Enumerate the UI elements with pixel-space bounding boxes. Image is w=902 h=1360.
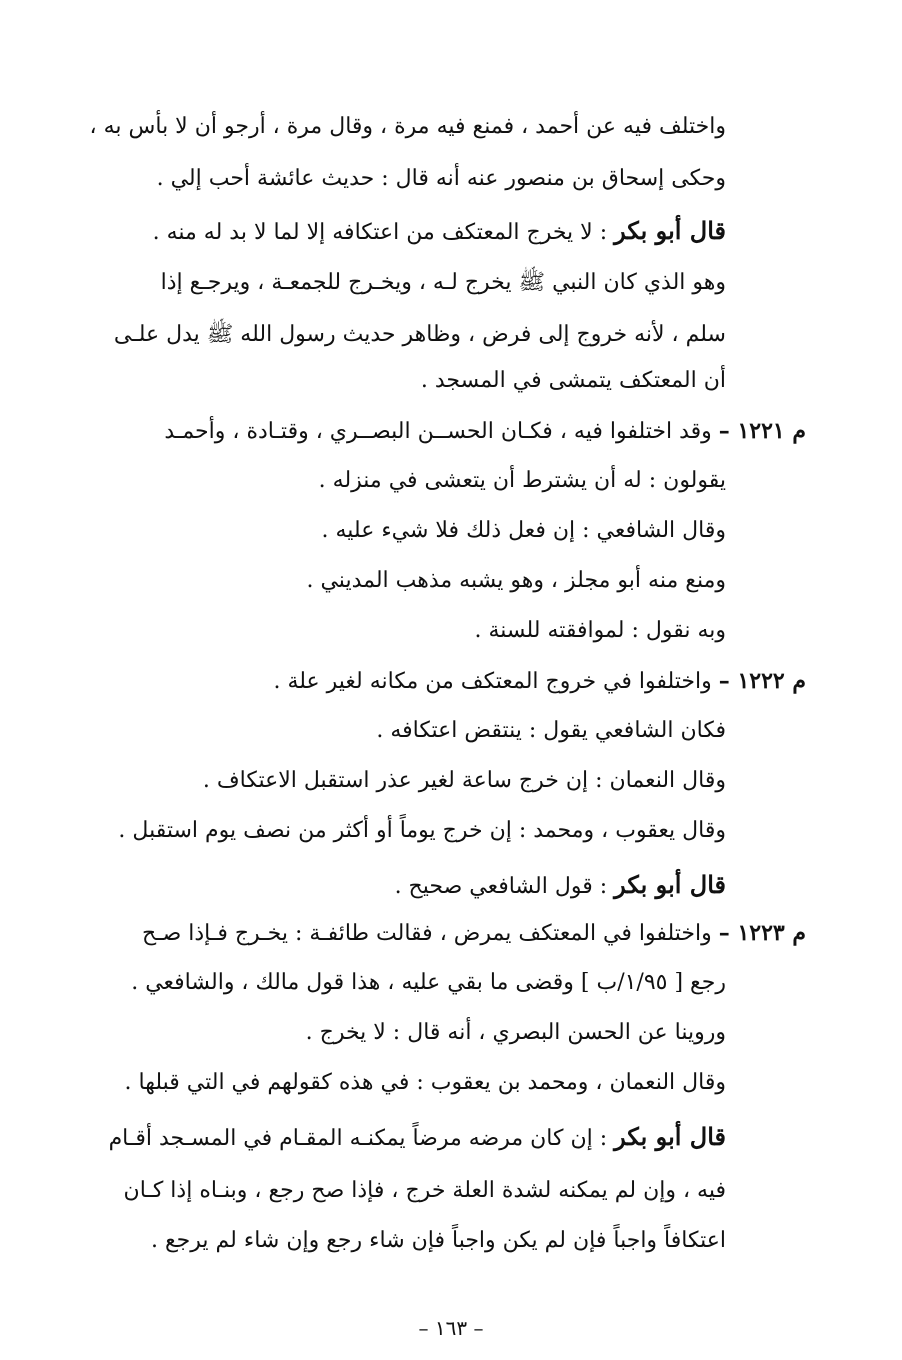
text-line-1: واختلف فيه عن أحمد ، فمنع فيه مرة ، وقال مرة ، أرجو أن لا بأس به ، <box>89 114 726 139</box>
speaker-label: قال أبو بكر <box>614 870 726 899</box>
text-line-10: ومنع منه أبو مجلز ، وهو يشبه مذهب المديني . <box>306 568 726 593</box>
issue-number: م ١٢٢٣ – <box>718 920 806 946</box>
text-line-14: وقال النعمان : إن خرج ساعة لغير عذر استقبل الاعتكاف . <box>202 768 726 793</box>
text-line-12: م ١٢٢٢ – واختلفوا في خروج المعتكف من مكانه لغير علة . <box>273 668 806 694</box>
text-line-8: يقولون : له أن يشترط أن يتعشى في منزله . <box>318 468 726 493</box>
text-line-5: سلم ، لأنه خروج إلى فرض ، وظاهر حديث رسول الله ﷺ يدل علـى <box>113 322 726 347</box>
text-line-15: وقال يعقوب ، ومحمد : إن خرج يوماً أو أكثر من نصف يوم استقبل . <box>118 818 726 843</box>
text-line-6: أن المعتكف يتمشى في المسجد . <box>420 368 726 393</box>
text-line-7: م ١٢٢١ – وقد اختلفوا فيه ، فكـان الحســن البصــري ، وقتـادة ، وأحمـد <box>164 418 806 444</box>
speaker-label: قال أبو بكر <box>614 1122 726 1151</box>
speaker-label: قال أبو بكر <box>614 216 726 245</box>
text-line-11: وبه نقول : لموافقته للسنة . <box>474 618 726 643</box>
text-line-21: قال أبو بكر : إن كان مرضه مرضاً يمكنـه المقـام في المسـجد أقـام <box>108 1122 726 1151</box>
text-line-18: رجع [ ١/٩٥/ب ] وقضى ما بقي عليه ، هذا قول مالك ، والشافعي . <box>131 970 726 995</box>
text-line-13: فكان الشافعي يقول : ينتقض اعتكافه . <box>376 718 726 743</box>
issue-number: م ١٢٢١ – <box>718 418 806 444</box>
text-line-4: وهو الذي كان النبي ﷺ يخرج لـه ، ويخـرج للجمعـة ، ويرجـع إذا <box>160 270 726 295</box>
text-line-2: وحكى إسحاق بن منصور عنه أنه قال : حديث عائشة أحب إلي . <box>156 166 726 191</box>
text-line-9: وقال الشافعي : إن فعل ذلك فلا شيء عليه . <box>321 518 726 543</box>
text-line-20: وقال النعمان ، ومحمد بن يعقوب : في هذه كقولهم في التي قبلها . <box>124 1070 726 1095</box>
text-line-23: اعتكافاً واجباً فإن لم يكن واجباً فإن شاء رجع وإن شاء لم يرجع . <box>150 1228 726 1253</box>
text-line-22: فيه ، وإن لم يمكنه لشدة العلة خرج ، فإذا صح رجع ، وبنـاه إذا كـان <box>123 1178 726 1203</box>
text-line-19: وروينا عن الحسن البصري ، أنه قال : لا يخرج . <box>305 1020 726 1045</box>
page-number: – ١٦٣ – <box>418 1316 484 1340</box>
text-line-17: م ١٢٢٣ – واختلفوا في المعتكف يمرض ، فقالت طائفـة : يخـرج فـإذا صـح <box>141 920 806 946</box>
issue-number: م ١٢٢٢ – <box>718 668 806 694</box>
text-line-16: قال أبو بكر : قول الشافعي صحيح . <box>394 870 726 899</box>
text-line-3: قال أبو بكر : لا يخرج المعتكف من اعتكافه إلا لما لا بد له منه . <box>152 216 726 245</box>
